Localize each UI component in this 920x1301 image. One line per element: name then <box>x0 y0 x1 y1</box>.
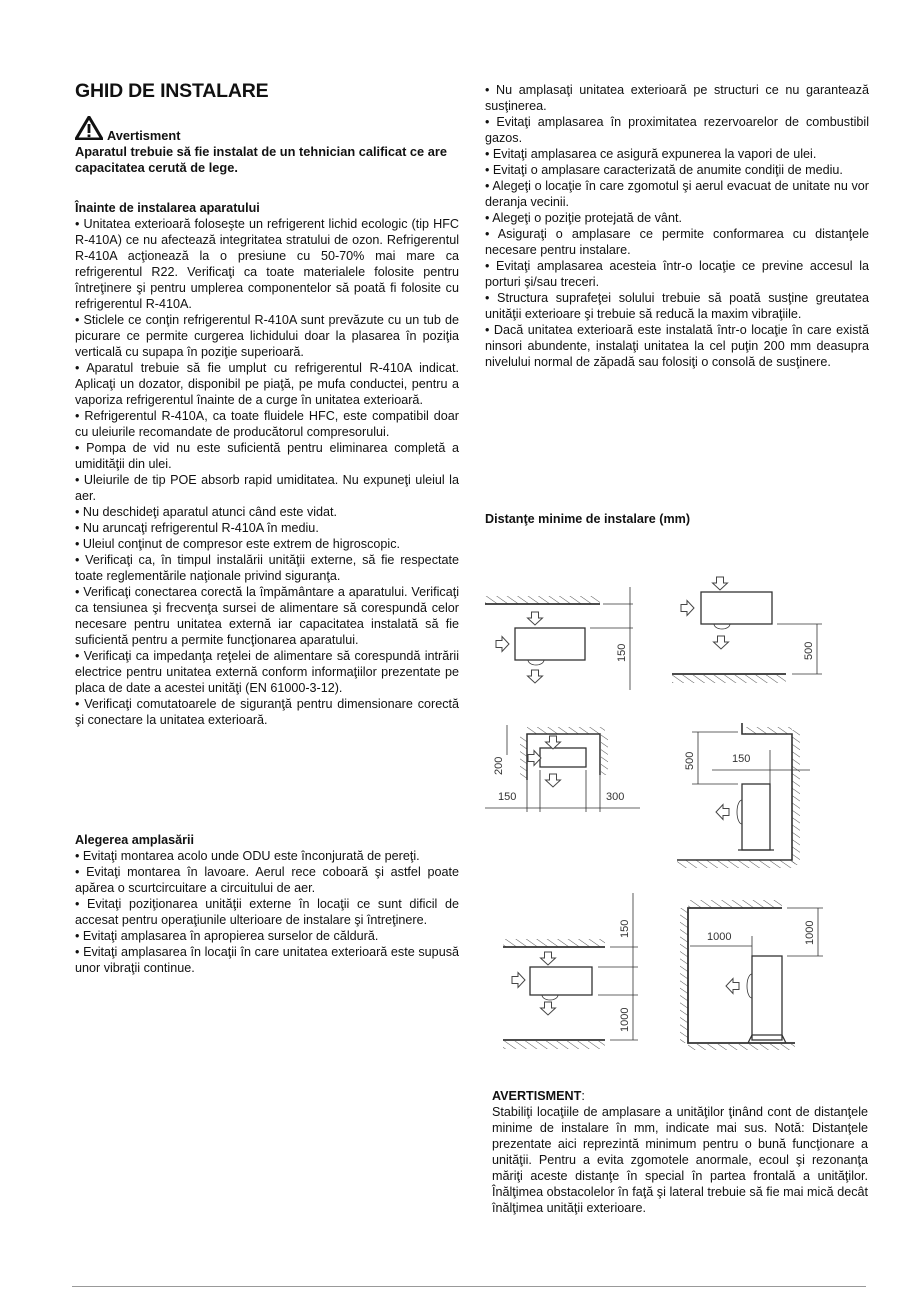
list-item: • Evitaţi poziţionarea unităţii externe în locaţii ce sunt dificil de accesat pentru operaţiunile ulterioare de instalare şi întreţinere. <box>75 897 459 927</box>
warning-text: Aparatul trebuie să fie instalat de un tehnician calificat ce are capacitatea cerută de lege. <box>75 144 447 175</box>
list-item: • Sticlele ce conţin refrigerentul R-410A sunt prevăzute cu un tub de picurare ce permite curgerea lichidului doar la plasarea în poziţia verticală cu supapa în poziţie superioară. <box>75 313 459 359</box>
dimension-label: 150 <box>619 919 631 938</box>
before-install-section <box>75 200 459 728</box>
location-section <box>75 832 459 976</box>
diagram-enclosed-clearance <box>680 900 823 1050</box>
list-item: • Verificaţi conectarea corectă la împământare a aparatului. Verificaţi ca tensiunea şi frecvenţa sursei de alimentare să corespundă celor necesare pentru unitatea externă iar capacitatea instalată să fie suficientă pentru a permite funcţionarea aparatului. <box>75 585 459 647</box>
dimension-label: 1000 <box>707 931 732 943</box>
list-item: • Structura suprafeţei solului trebuie să poată susţine greutatea unităţii exterioare şi trebuie să reducă la maxim vibraţiile. <box>485 291 869 321</box>
dimension-label: 150 <box>732 753 751 765</box>
list-item: • Aparatul trebuie să fie umplut cu refrigerentul R-410A indicat. Aplicaţi un dozator, disponibil pe piaţă, pe mufa conductei, pentru a vaporiza refrigerentul înainte de a curge în unitatea exterioară. <box>75 361 459 407</box>
list-item: • Uleiul conţinut de compresor este extrem de higroscopic. <box>75 537 401 551</box>
list-item: • Evitaţi amplasarea ce asigură expunerea la vapori de ulei. <box>485 147 817 161</box>
list-item: • Alegeţi o locaţie în care zgomotul şi aerul evacuat de unitate nu vor deranja vecinii. <box>485 179 869 209</box>
dimension-label: 150 <box>616 643 628 662</box>
list-item: • Nu deschideţi aparatul atunci când este vidat. <box>75 505 338 519</box>
list-item: • Refrigerentul R-410A, ca toate fluidele HFC, este compatibil doar cu uleiurile recomandate de producătorul compresorului. <box>75 409 459 439</box>
dimension-label: 150 <box>498 791 517 803</box>
diagram-top-clearance <box>485 587 633 690</box>
final-warning-colon: : <box>581 1089 585 1103</box>
list-item: • Alegeţi o poziţie protejată de vânt. <box>485 211 682 225</box>
final-warning <box>492 1088 868 1216</box>
before-install-heading: Înainte de instalarea aparatului <box>75 201 260 215</box>
list-item: • Uleiurile de tip POE absorb rapid umiditatea. Nu expuneţi uleiul la aer. <box>75 473 459 503</box>
installation-distance-diagrams <box>480 570 840 1050</box>
list-item: • Nu aruncaţi refrigerentul R-410A în mediu. <box>75 521 319 535</box>
list-item: • Evitaţi amplasarea acesteia într-o locaţie ce previne accesul la porturi şi/sau treceri. <box>485 259 869 289</box>
location-continued-section <box>485 82 869 370</box>
list-item: • Pompa de vid nu este suficientă pentru eliminarea completă a umidităţii din ulei. <box>75 441 459 471</box>
final-warning-text: Stabiliţi locaţiile de amplasare a unităţilor ţinând cont de distanţele minime de instalare în mm, indicate mai sus. Notă: Distanţele prezentate aici reprezintă minimum pentru o bună funcţionare a unităţii. Pentru a evita zgomotele anormale, ecoul şi rezonanţa măriţi aceste distanţe în special în partea frontală a unităţilor. Înălţimea obstacolelor în faţă şi lateral trebuie să fie mai mică decât înălţimea unităţii exterioare. <box>492 1105 868 1215</box>
list-item: • Unitatea exterioară foloseşte un refrigerent lichid ecologic (tip HFC R-410A) ce nu afectează integritatea stratului de ozon. Refrigerentul R-410A acţionează la o presiune cu 50-70% mai mare ca refrigerentul R22. Verificaţi ca toate materialele folosite pentru întreţinere şi pentru umplerea componentelor să poată fi folosite cu refrigerentul R-410A. <box>75 217 459 311</box>
warning-block <box>75 116 459 176</box>
diagram-side-clearance <box>485 725 640 812</box>
list-item: • Evitaţi amplasarea în proximitatea rezervoarelor de combustibil gazos. <box>485 115 869 145</box>
distances-heading: Distanţe minime de instalare (mm) <box>485 512 691 526</box>
dimension-label: 200 <box>493 756 505 775</box>
diagram-front-clearance <box>672 577 822 683</box>
footer-divider <box>72 1286 866 1287</box>
list-item: • Evitaţi amplasarea în locaţii în care unitatea exterioară este supusă unor vibraţii continue. <box>75 945 459 975</box>
list-item: • Verificaţi comutatoarele de siguranţă pentru dimensionare corectă şi conectare la unitatea exterioară. <box>75 697 459 727</box>
distances-section <box>485 511 869 527</box>
dimension-label: 300 <box>606 791 625 803</box>
dimension-label: 1000 <box>804 920 816 945</box>
dimension-label: 500 <box>803 641 815 660</box>
dimension-label: 1000 <box>619 1007 631 1032</box>
warning-triangle-icon <box>75 116 103 144</box>
dimension-label: 500 <box>684 751 696 770</box>
list-item: • Verificaţi ca impedanţa reţelei de alimentare să corespundă intrării electrice pentru unitatea externă conform informaţiilor prezentate pe placa de date a acestei unităţi (EN 61000-3-12). <box>75 649 459 695</box>
list-item: • Verificaţi ca, în timpul instalării unităţii externe, să fie respectate toate reglementările naţionale privind siguranţa. <box>75 553 459 583</box>
list-item: • Evitaţi amplasarea în apropierea surselor de căldură. <box>75 929 379 943</box>
diagram-rear-clearance <box>677 723 810 868</box>
final-warning-label: AVERTISMENT <box>492 1089 582 1103</box>
page-title: GHID DE INSTALARE <box>75 80 269 102</box>
location-heading: Alegerea amplasării <box>75 833 195 847</box>
list-item: • Asiguraţi o amplasare ce permite conformarea cu distanţele necesare pentru instalare. <box>485 227 869 257</box>
list-item: • Nu amplasaţi unitatea exterioară pe structuri ce nu garantează susţinerea. <box>485 83 869 113</box>
list-item: • Evitaţi montarea în lavoare. Aerul rece coboară şi astfel poate apărea o scurtcircuitare a circuitului de aer. <box>75 865 459 895</box>
diagram-top-front-clearance <box>503 893 638 1049</box>
list-item: • Evitaţi montarea acolo unde ODU este înconjurată de pereţi. <box>75 849 420 863</box>
list-item: • Evitaţi o amplasare caracterizată de anumite condiţii de mediu. <box>485 163 843 177</box>
warning-label: Avertisment <box>107 128 181 143</box>
list-item: • Dacă unitatea exterioară este instalată într-o locaţie în care există ninsori abundente, instalaţi unitatea la cel puţin 200 mm deasupra nivelului normal de zăpadă sau folosiţi o consolă de susţinere. <box>485 323 869 369</box>
